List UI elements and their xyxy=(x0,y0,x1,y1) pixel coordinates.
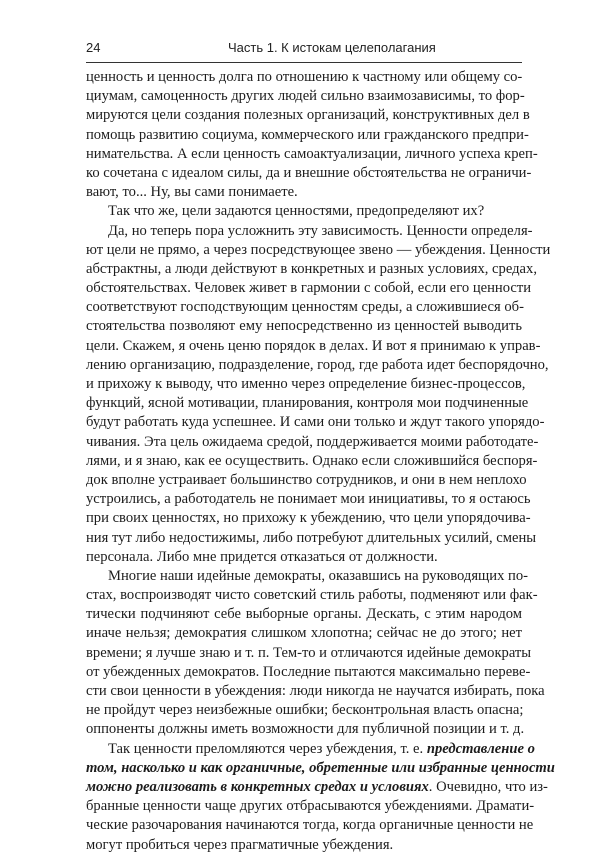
text-run: могут пробиться через прагматичные убеждения. xyxy=(86,836,394,853)
text-run: стоятельства позволяют ему непосредственно из ценностей выводить xyxy=(86,318,522,335)
text-line xyxy=(86,701,522,720)
text-run: нимательства. А если ценность самоактуализации, личного успеха креп- xyxy=(86,145,538,162)
text-line xyxy=(86,490,531,509)
text-line xyxy=(86,433,539,452)
paragraph xyxy=(86,202,522,221)
text-line xyxy=(86,279,532,298)
text-run: сти свои ценности в убеждения: люди никогда не научатся избирать, пока xyxy=(86,683,545,699)
text-run: тически подчиняют себе выборные органы. Дескать, с этим народом xyxy=(86,606,522,623)
text-run: обстоятельствах. Человек живет в гармонии с собой, если его ценности xyxy=(86,280,532,297)
text-line xyxy=(86,682,545,701)
text-line xyxy=(86,778,548,797)
text-line xyxy=(86,529,537,548)
text-line xyxy=(86,624,522,643)
text-run: персонала. Либо мне придется отказаться от должности. xyxy=(86,548,438,565)
text-line xyxy=(86,222,533,241)
text-line xyxy=(86,202,522,221)
page-number: 24 xyxy=(86,40,101,55)
text-run: будут работать куда успешнее. И сами они только и ждут такого упорядо- xyxy=(86,414,545,431)
text-line xyxy=(86,241,551,260)
text-run: функций, ясной мотивации, планирования, контроля мои подчиненные xyxy=(86,395,529,412)
text-line xyxy=(86,797,535,816)
text-run: соответствуют господствующим ценностям среды, а сложившиеся об- xyxy=(86,299,524,316)
text-run: Многие наши идейные демократы, оказавшись на руководящих по- xyxy=(108,567,529,584)
text-run: цели. Скажем, я очень ценю порядок в делах. И вот я принимаю к управ- xyxy=(86,337,541,354)
paragraph xyxy=(86,222,551,567)
text-line xyxy=(86,164,532,183)
text-run: не пройдут через неизбежные ошибки; бесконтрольная власть опасна; xyxy=(86,702,524,719)
text-run: стах, воспроизводят чисто советский стиль работы, подменяют или фак- xyxy=(86,587,538,604)
text-run: Да, но теперь пора усложнить эту зависимость. Ценности определя- xyxy=(108,222,533,239)
text-line xyxy=(86,509,531,528)
paragraph xyxy=(86,567,545,740)
text-line xyxy=(86,356,549,375)
body-text xyxy=(86,68,555,855)
header-rule xyxy=(86,62,522,63)
text-line xyxy=(86,452,538,471)
text-run: док вполне устраивает большинство сотрудников, и они в нем неплохо xyxy=(86,471,527,488)
text-line xyxy=(86,126,529,145)
text-run: времени; я лучше знаю и т. п. Тем-то и отличаются идейные демократы xyxy=(86,644,532,661)
text-run: ния тут либо недостижимы, либо потребуют длительных усилий, смены xyxy=(86,529,537,546)
text-run: ют цели не прямо, а через посредствующее звено — убеждения. Ценности xyxy=(86,241,551,258)
text-line xyxy=(86,740,535,759)
text-run: абстрактны, а люди действуют в конкретных и разных условиях, средах, xyxy=(86,260,537,277)
text-line xyxy=(86,87,525,106)
text-line xyxy=(86,298,522,317)
paragraph xyxy=(86,68,538,202)
text-run: иначе нельзя; демократия слишком хлопотна; сейчас не до этого; нет xyxy=(86,625,522,642)
text-line xyxy=(86,375,526,394)
text-run: и прихожу к выводу, что именно через определение бизнес-процессов, xyxy=(86,376,526,392)
text-line xyxy=(86,720,525,739)
text-run: мируются цели создания полезных организаций, конструктивных дел в xyxy=(86,107,530,124)
running-head: Часть 1. К истокам целеполагания xyxy=(228,40,436,55)
text-line xyxy=(86,145,538,164)
text-run: . Очевидно, что из- xyxy=(428,778,548,795)
text-line xyxy=(86,471,527,490)
text-line xyxy=(86,413,545,432)
text-run: при своих ценностях, но прихожу к убеждению, что цели упорядочива- xyxy=(86,510,531,527)
text-line xyxy=(86,317,522,336)
text-line xyxy=(86,394,529,413)
text-line xyxy=(86,816,534,835)
paragraph xyxy=(86,740,555,855)
text-line xyxy=(86,68,522,87)
text-run: ческие разочарования начинаются тогда, когда органичные ценности не xyxy=(86,817,534,834)
text-line xyxy=(86,605,522,624)
text-line xyxy=(86,586,538,605)
text-run: циумам, самоценность других людей сильно взаимозависимы, то фор- xyxy=(86,88,525,105)
emphasis-run: том, насколько и как органичные, обретенные или избранные ценности xyxy=(86,759,555,776)
text-line xyxy=(86,183,522,202)
text-run: Так ценности преломляются через убеждения, т. е. xyxy=(108,740,427,757)
text-run: чивания. Эта цель ожидаема средой, поддерживается моими работодате- xyxy=(86,433,539,450)
text-line xyxy=(86,567,529,586)
text-run: оппоненты должны иметь возможности для публичной позиции и т. д. xyxy=(86,721,525,738)
text-line xyxy=(86,759,555,778)
text-run: Так что же, цели задаются ценностями, предопределяют их? xyxy=(108,203,485,220)
text-run: помощь развитию социума, коммерческого или гражданского предпри- xyxy=(86,126,529,143)
text-run: лению организацию, подразделение, город, где работа идет беспорядочно, xyxy=(86,356,549,373)
text-run: вают, то... Ну, вы сами понимаете. xyxy=(86,184,298,201)
text-run: ценность и ценность долга по отношению к частному или общему со- xyxy=(86,69,523,85)
text-line xyxy=(86,663,531,682)
text-run: лями, и я знаю, как ее осуществить. Однако если сложившийся беспоря- xyxy=(86,452,538,469)
text-line xyxy=(86,106,530,125)
emphasis-run: можно реализовать в конкретных средах и условиях xyxy=(86,778,429,795)
text-line xyxy=(86,836,522,855)
text-line xyxy=(86,644,532,663)
text-run: устроились, а работодатель не понимает мои инициативы, то я остаюсь xyxy=(86,491,531,508)
text-run: бранные ценности чаще других отбрасываются убеждениями. Драмати- xyxy=(86,798,535,815)
text-run: от убежденных демократов. Последние пытаются максимально переве- xyxy=(86,663,531,680)
text-line xyxy=(86,260,537,279)
text-line xyxy=(86,337,541,356)
page-header xyxy=(86,40,522,58)
text-run: ко сочетана с идеалом силы, да и внешние обстоятельства не ограничи- xyxy=(86,164,532,181)
text-line xyxy=(86,548,522,567)
emphasis-run: представление о xyxy=(426,740,535,757)
